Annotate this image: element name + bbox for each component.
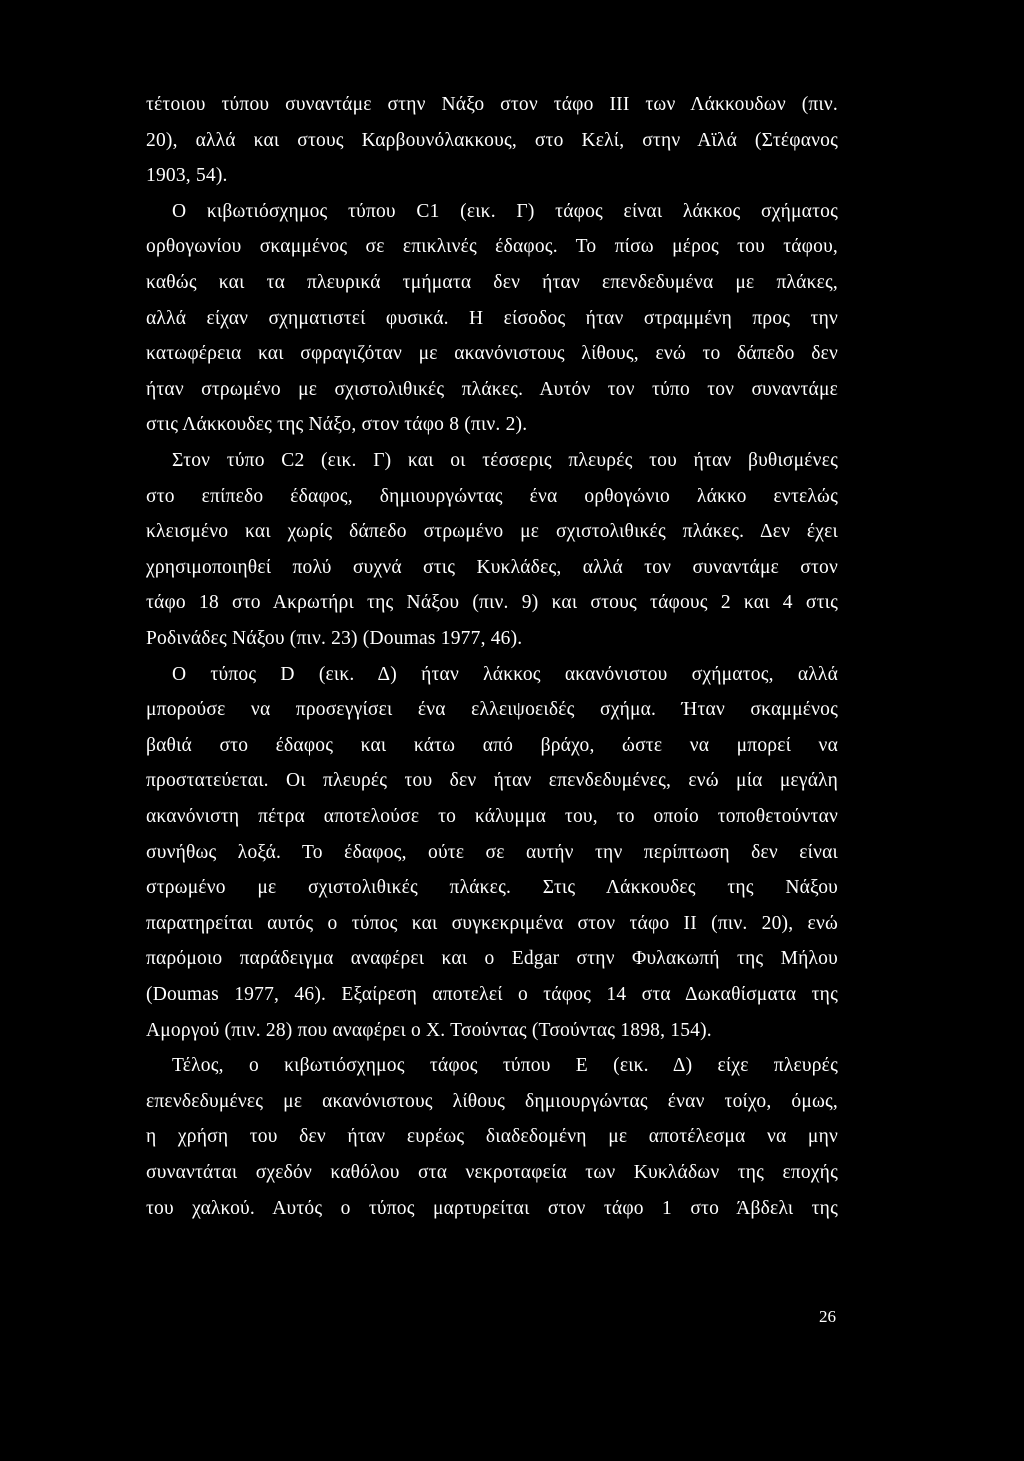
text-line: (Doumas 1977, 46). Εξαίρεση αποτελεί ο τάφος 14 στα Δωκαθίσματα της — [146, 984, 838, 1005]
text-line: κατωφέρεια και σφραγιζόταν με ακανόνιστους λίθους, ενώ το δάπεδο δεν — [146, 343, 838, 365]
text-line: Ο κιβωτιόσχημος τύπου C1 (εικ. Γ) τάφος είναι λάκκος σχήματος — [172, 200, 838, 222]
text-line: ήταν στρωμένο με σχιστολιθικές πλάκες. Αυτόν τον τύπο τον συναντάμε — [146, 378, 838, 400]
page-number: 26 — [819, 1307, 836, 1326]
text-line: βαθιά στο έδαφος και κάτω από βράχο, ώστε να μπορεί να — [146, 734, 838, 756]
text-line: καθώς και τα πλευρικά τμήματα δεν ήταν επενδεδυμένα με πλάκες, — [146, 272, 838, 293]
text-line: προστατεύεται. Οι πλευρές του δεν ήταν επενδεδυμένες, ενώ μία μεγάλη — [146, 770, 838, 792]
text-line: Στον τύπο C2 (εικ. Γ) και οι τέσσερις πλευρές του ήταν βυθισμένες — [172, 450, 838, 471]
text-line: κλεισμένο και χωρίς δάπεδο στρωμένο με σχιστολιθικές πλάκες. Δεν έχει — [146, 521, 838, 543]
text-line: Αμοργού (πιν. 28) που αναφέρει ο Χ. Τσούντας (Τσούντας 1898, 154). — [146, 1019, 712, 1041]
text-line: επενδεδυμένες με ακανόνιστους λίθους δημιουργώντας έναν τοίχο, όμως, — [146, 1090, 838, 1112]
text-line: μπορούσε να προσεγγίσει ένα ελλειψοειδές σχήμα. Ήταν σκαμμένος — [146, 699, 838, 721]
text-line: ορθογωνίου σκαμμένος σε επικλινές έδαφος. Το πίσω μέρος του τάφου, — [146, 236, 838, 258]
text-line: τάφο 18 στο Ακρωτήρι της Νάξου (πιν. 9) και στους τάφους 2 και 4 στις — [146, 592, 838, 614]
text-line: Ο τύπος D (εικ. Δ) ήταν λάκκος ακανόνιστου σχήματος, αλλά — [172, 663, 838, 685]
text-line: Τέλος, ο κιβωτιόσχημος τάφος τύπου E (εικ. Δ) είχε πλευρές — [172, 1055, 838, 1077]
text-line: παρατηρείται αυτός ο τύπος και συγκεκριμένα στον τάφο II (πιν. 20), ενώ — [146, 912, 838, 934]
text-line: η χρήση του δεν ήταν ευρέως διαδεδομένη με αποτέλεσμα να μην — [146, 1126, 838, 1148]
text-line: χρησιμοποιηθεί πολύ συχνά στις Κυκλάδες, αλλά τον συναντάμε στον — [146, 556, 838, 578]
text-line: συναντάται σχεδόν καθόλου στα νεκροταφεία των Κυκλάδων της εποχής — [146, 1162, 838, 1183]
text-line: αλλά είχαν σχηματιστεί φυσικά. Η είσοδος ήταν στραμμένη προς την — [146, 307, 838, 329]
text-line: ακανόνιστη πέτρα αποτελούσε το κάλυμμα του, το οποίο τοποθετούνταν — [146, 806, 838, 827]
text-line: παρόμοιο παράδειγμα αναφέρει και ο Edgar στην Φυλακωπή της Μήλου — [146, 948, 838, 970]
text-line: στρωμένο με σχιστολιθικές πλάκες. Στις Λάκκουδες της Νάξου — [146, 877, 838, 899]
text-line: στο επίπεδο έδαφος, δημιουργώντας ένα ορθογώνιο λάκκο εντελώς — [146, 485, 838, 507]
text-line: τέτοιου τύπου συναντάμε στην Νάξο στον τάφο III των Λάκκουδων (πιν. — [146, 94, 838, 115]
text-line: συνήθως λοξά. Το έδαφος, ούτε σε αυτήν την περίπτωση δεν είναι — [146, 841, 838, 863]
text-line: του χαλκού. Αυτός ο τύπος μαρτυρείται στον τάφο 1 στο Άβδελι της — [146, 1197, 838, 1219]
text-line: στις Λάκκουδες της Νάξο, στον τάφο 8 (πιν. 2). — [146, 414, 528, 436]
text-line: 20), αλλά και στους Καρβουνόλακκους, στο Κελί, στην Αϊλά (Στέφανος — [146, 129, 838, 151]
text-line: Ροδινάδες Νάξου (πιν. 23) (Doumas 1977, 46). — [146, 628, 523, 649]
text-line: 1903, 54). — [146, 165, 228, 187]
